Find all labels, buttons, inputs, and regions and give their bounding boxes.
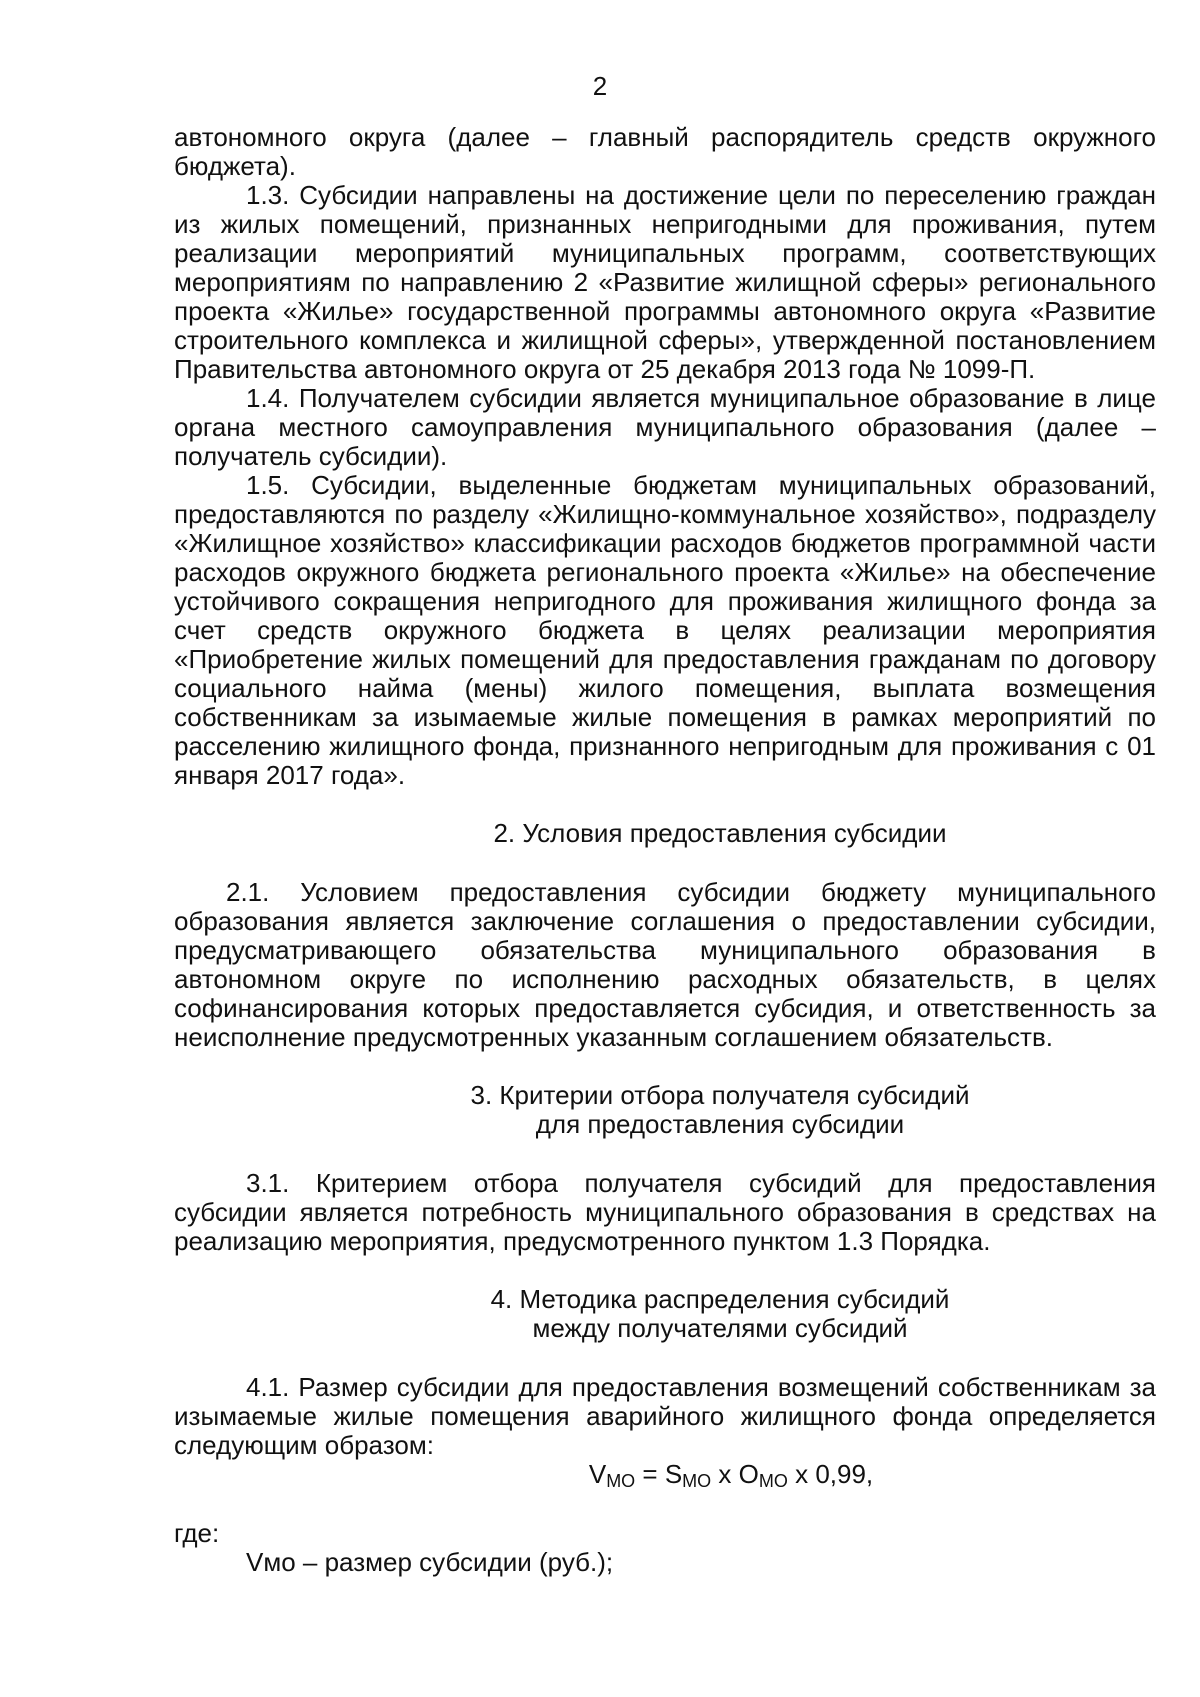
formula-s: S xyxy=(664,1459,683,1489)
formula xyxy=(174,1460,1156,1489)
paragraph-4-1: 4.1. Размер субсидии для предоставления возмещений собственникам за изымаемые жилые помещения аварийного жилищного фонда определяется следующим образом: xyxy=(174,1372,1156,1460)
paragraph-1-3: 1.3. Субсидии направлены на достижение цели по переселению граждан из жилых помещений, признанных непригодными для проживания, путем реализации мероприятий муниципальных программ, соответствующих мероприятиям по направлению 2 «Развитие жилищной сферы» регионального проекта «Жилье» государственной программы автономного округа «Развитие строительного комплекса и жилищной сферы», утвержденной постановлением Правительства автономного округа от 25 декабря 2013 года № 1099-П. xyxy=(174,180,1156,384)
section-2-heading: 2. Условия предоставления субсидии xyxy=(493,818,947,848)
paragraph-1-5: 1.5. Субсидии, выделенные бюджетам муниципальных образований, предоставляются по разделу «Жилищно-коммунальное хозяйство», подразделу «Жилищное хозяйство» классификации расходов бюджетов программной части расходов окружного бюджета регионального проекта «Жилье» на обеспечение устойчивого сокращения непригодного для проживания жилищного фонда за счет средств окружного бюджета в целях реализации мероприятия «Приобретение жилых помещений для предоставления гражданам по договору социального найма (мены) жилого помещения, выплата возмещения собственникам за изымаемые жилые помещения в рамках мероприятий по расселению жилищного фонда, признанного непригодным для проживания с 01 января 2017 года». xyxy=(174,470,1156,790)
formula-equals: = xyxy=(635,1459,665,1489)
formula-v-sub: МО xyxy=(606,1471,636,1491)
formula-v: V xyxy=(588,1459,607,1489)
formula-coefficient: 0,99, xyxy=(815,1459,874,1489)
formula-s-sub: МО xyxy=(682,1471,712,1491)
section-3-heading-line2: для предоставления субсидии xyxy=(535,1109,905,1139)
paragraph-1-4: 1.4. Получателем субсидии является муниципальное образование в лице органа местного самоуправления муниципального образования (далее – получатель субсидии). xyxy=(174,383,1156,471)
formula-times-1: х xyxy=(711,1459,739,1489)
paragraph-2-1: 2.1. Условием предоставления субсидии бюджету муниципального образования является заключение соглашения о предоставлении субсидии, предусматривающего обязательства муниципального образования в автономном округе по исполнению расходных обязательств, в целях софинансирования которых предоставляется субсидия, и ответственность за неисполнение предусмотренных указанным соглашением обязательств. xyxy=(174,877,1156,1052)
formula-o-sub: МО xyxy=(758,1471,788,1491)
where-label: где: xyxy=(174,1518,220,1548)
formula-o: O xyxy=(738,1459,759,1489)
definition-vmo: Vмо – размер субсидии (руб.); xyxy=(246,1547,614,1577)
paragraph-continuation: автономного округа (далее – главный распорядитель средств окружного бюджета). xyxy=(174,122,1156,181)
page-number: 2 xyxy=(592,71,608,101)
section-4-heading-line1: 4. Методика распределения субсидий xyxy=(490,1284,950,1314)
document-body xyxy=(174,123,1156,1577)
section-3-heading-line1: 3. Критерии отбора получателя субсидий xyxy=(470,1080,970,1110)
formula-times-2: х xyxy=(787,1459,816,1489)
section-4-heading-line2: между получателями субсидий xyxy=(532,1313,908,1343)
paragraph-3-1: 3.1. Критерием отбора получателя субсидий для предоставления субсидии является потребность муниципального образования в средствах на реализацию мероприятия, предусмотренного пунктом 1.3 Порядка. xyxy=(174,1168,1156,1256)
